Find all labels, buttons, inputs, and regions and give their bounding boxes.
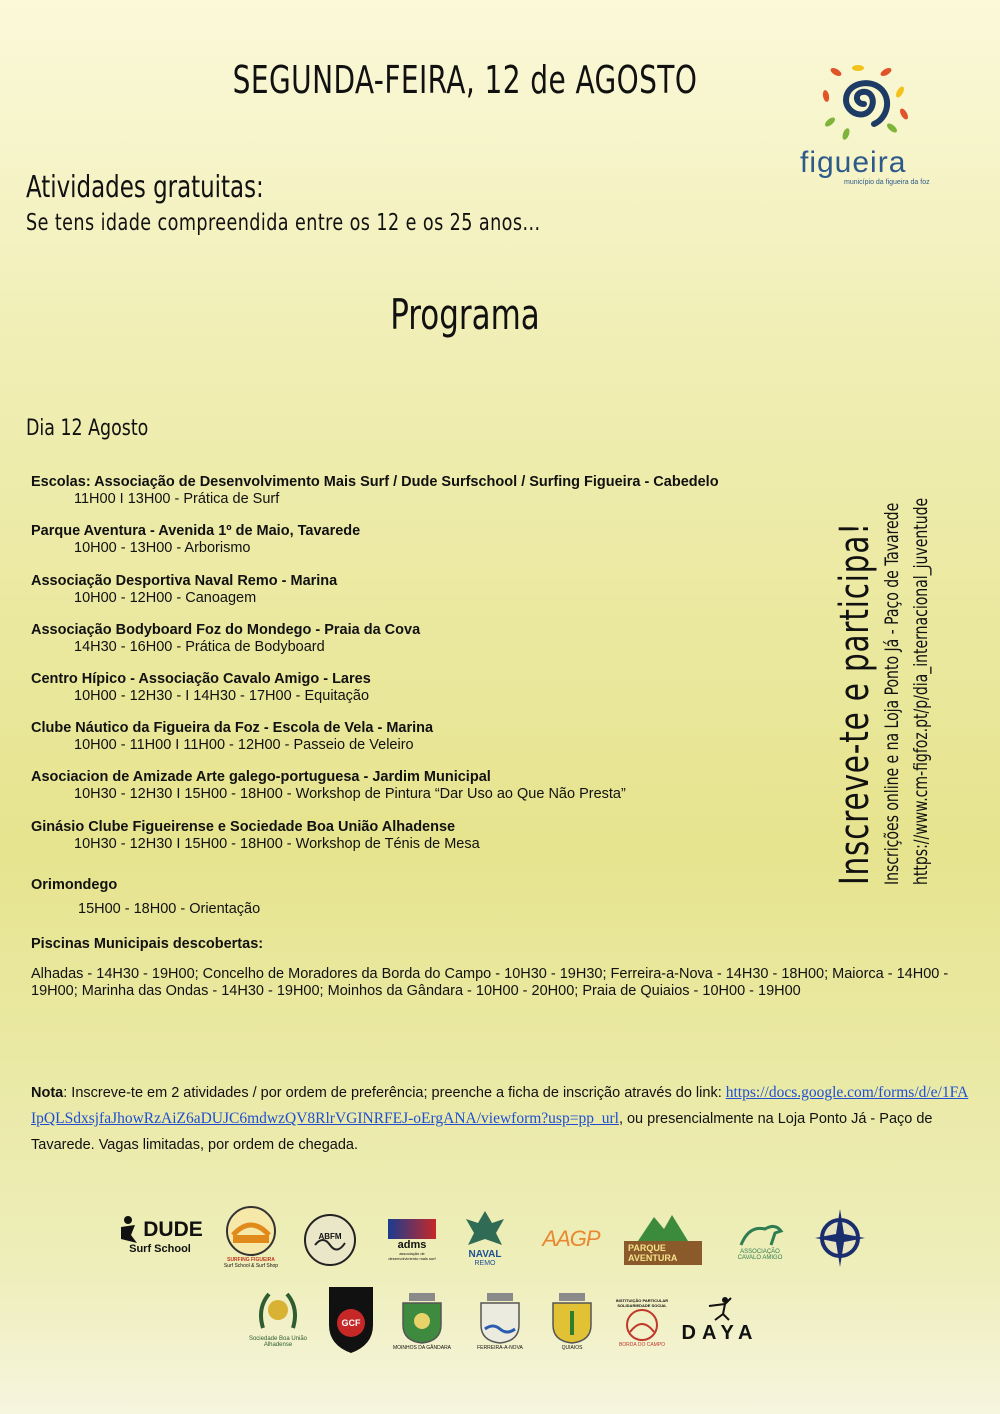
logo-wordmark: figueira	[800, 146, 907, 179]
activity-time: 10H00 - 11H00 I 11H00 - 12H00 - Passeio de Veleiro	[74, 737, 414, 753]
abfm-logo: ABFM	[300, 1212, 360, 1268]
borda-do-campo-badge-icon	[622, 1308, 662, 1342]
activity-item	[31, 769, 821, 803]
pools-title: Piscinas Municipais descobertas:	[31, 936, 264, 952]
adms-color-bar	[388, 1219, 436, 1239]
compass-icon	[813, 1207, 867, 1269]
note-label: Nota	[31, 1085, 64, 1101]
daya-logo: DAYA	[680, 1292, 760, 1348]
parque-aventura-logo: PARQUE AVENTURA	[624, 1210, 702, 1266]
cavalo-amigo-logo: ASSOCIAÇÃO CAVALO AMIGO	[722, 1212, 798, 1268]
side-banner-headline: Inscreve-te e participa!	[832, 522, 878, 885]
page-title: SEGUNDA-FEIRA, 12 de AGOSTO	[232, 58, 698, 102]
horse-icon	[735, 1219, 785, 1249]
eagle-icon	[464, 1209, 506, 1249]
activity-name: Clube Náutico da Figueira da Foz - Escola de Vela - Marina	[31, 720, 434, 736]
activity-name: Associação Bodyboard Foz do Mondego - Praia da Cova	[31, 622, 421, 638]
activity-item	[31, 819, 821, 853]
surfing-figueira-logo: SURFING FIGUEIRA Surf School & Surf Shop	[218, 1200, 284, 1274]
activity-item	[31, 671, 821, 705]
figueira-logo	[796, 62, 936, 192]
activity-item	[31, 877, 821, 918]
note-text: : Inscreve-te em 2 atividades / por ordem de preferência; preenche a ficha de inscrição através do link:	[63, 1085, 726, 1101]
activity-time: 10H00 - 13H00 - Arborismo	[74, 540, 251, 556]
municipal-shield-icon	[549, 1291, 595, 1345]
activity-item	[31, 474, 821, 508]
borda-do-campo-logo: INSTITUIÇÃO PARTICULAR SOLIDARIEDADE SOCIAL BORDA DO CAMPO	[615, 1298, 669, 1348]
dancer-icon	[705, 1296, 735, 1322]
activity-name: Parque Aventura - Avenida 1º de Maio, Tavarede	[31, 523, 361, 539]
boa-uniao-alhadense-logo: Sociedade Boa União Alhadense	[240, 1282, 316, 1354]
activity-item	[31, 523, 821, 557]
laurel-crest-icon	[255, 1288, 301, 1336]
activity-name: Orimondego	[31, 877, 118, 893]
side-banner-url: https://www.cm-figfoz.pt/p/dia_internacional_juventude	[910, 497, 932, 885]
activity-time: 15H00 - 18H00 - Orientação	[78, 901, 261, 917]
side-banner-location: Inscrições online e na Loja Ponto Já - Paço de Tavarede	[881, 502, 903, 885]
aagp-logo: AAGP	[542, 1226, 600, 1251]
mountain-icon	[638, 1211, 688, 1241]
ferreira-a-nova-crest: FERREIRA-A-NOVA	[470, 1286, 530, 1356]
pools-schedule: Alhadas - 14H30 - 19H00; Concelho de Moradores da Borda do Campo - 10H30 - 19H30; Ferreira-a-Nova - 14H30 - 18H00; Maiorca - 14H00 - 19H00; Marinha das Ondas - 14H30 - 19H00; Moinhos da Gândara - 10H00 - 20H00; Praia de Quiaios - 10H00 - 19H00	[31, 966, 949, 999]
dude-surf-school-logo: DUDE Surf School	[112, 1205, 208, 1265]
program-heading: Programa	[390, 290, 540, 339]
day-label: Dia 12 Agosto	[26, 416, 149, 441]
registration-note	[31, 1080, 971, 1158]
side-banner	[832, 413, 936, 885]
municipal-shield-icon	[399, 1291, 445, 1345]
activity-time: 10H30 - 12H30 I 15H00 - 18H00 - Workshop de Ténis de Mesa	[74, 836, 480, 852]
activity-time: 10H00 - 12H30 - I 14H30 - 17H00 - Equitação	[74, 688, 370, 704]
gcf-shield-logo: GCF	[326, 1284, 376, 1356]
free-activities-title: Atividades gratuitas:	[26, 170, 264, 205]
activity-name: Escolas: Associação de Desenvolvimento Mais Surf / Dude Surfschool / Surfing Figueira - Cabedelo	[31, 474, 719, 490]
activity-item	[31, 720, 821, 754]
activity-name: Centro Hípico - Associação Cavalo Amigo - Lares	[31, 671, 371, 687]
activity-time: 10H30 - 12H30 I 15H00 - 18H00 - Workshop de Pintura “Dar Uso ao Que Não Presta”	[74, 786, 626, 802]
activity-item	[31, 573, 821, 607]
naval-remo-logo: NAVAL REMO	[460, 1204, 510, 1272]
logo-subtext: município da figueira da foz	[844, 179, 930, 186]
adms-logo: adms associação de desenvolvimento mais surf	[382, 1212, 442, 1268]
municipal-shield-icon	[477, 1291, 523, 1345]
registration-form-link[interactable]: https://docs.google.com/forms/d/e/1FAIpQLSdxsjfaJhowRzAiZ6aDUJC6mdwzQV8RlrVGINRFEJ-oErgANA/viewform?usp=pp_url	[31, 1084, 969, 1127]
activity-time: 11H00 I 13H00 - Prática de Surf	[74, 491, 280, 507]
activity-name: Ginásio Clube Figueirense e Sociedade Boa União Alhadense	[31, 819, 456, 835]
activity-name: Associação Desportiva Naval Remo - Marina	[31, 573, 338, 589]
note-text-after: , ou presencialmente na Loja Ponto Já - Paço de Tavarede. Vagas limitadas, por ordem de chegada.	[31, 1111, 933, 1153]
surfing-figueira-badge-icon	[225, 1205, 277, 1257]
age-subtitle: Se tens idade compreendida entre os 12 e os 25 anos...	[26, 210, 541, 236]
activity-name: Asociacion de Amizade Arte galego-portuguesa - Jardim Municipal	[31, 769, 491, 785]
quiaios-crest: QUIAIOS	[544, 1286, 600, 1356]
moinhos-gandara-crest: MOINHOS DA GÂNDARA	[392, 1286, 452, 1356]
compass-club-logo	[812, 1204, 868, 1272]
surfer-icon	[117, 1215, 139, 1245]
activity-time: 10H00 - 12H00 - Canoagem	[74, 590, 257, 606]
activity-time: 14H30 - 16H00 - Prática de Bodyboard	[74, 639, 325, 655]
activity-item	[31, 622, 821, 656]
